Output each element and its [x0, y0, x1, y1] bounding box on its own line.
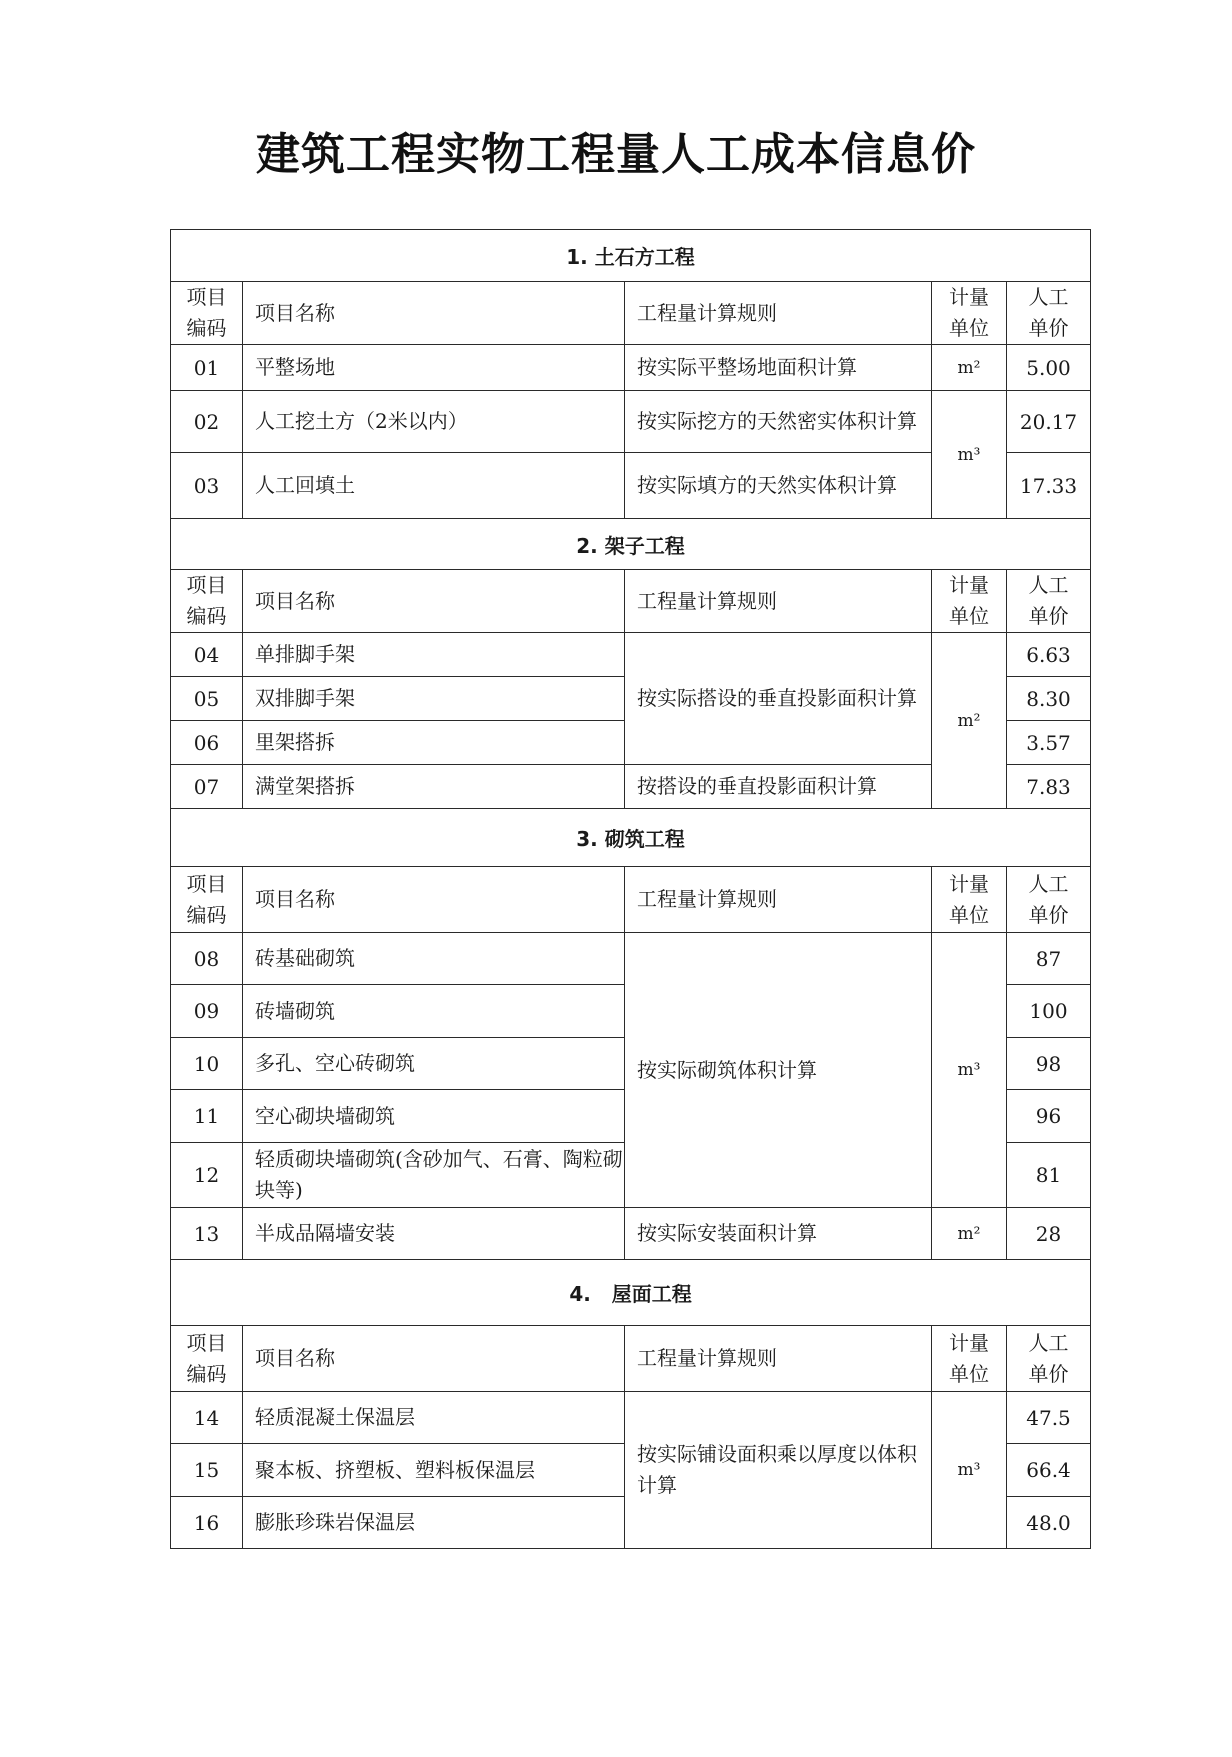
section-title-row: [171, 230, 1091, 282]
header-row: [171, 282, 1091, 345]
item-name: 聚本板、挤塑板、塑料板保温层: [243, 1444, 625, 1497]
item-price: 96: [1007, 1090, 1091, 1143]
header-rule: 工程量计算规则: [625, 867, 932, 933]
item-code: 11: [171, 1090, 243, 1143]
item-unit: m²: [932, 633, 1007, 809]
section-title-row: [171, 1260, 1091, 1326]
item-price: 8.30: [1007, 677, 1091, 721]
item-code: 05: [171, 677, 243, 721]
item-name: 多孔、空心砖砌筑: [243, 1038, 625, 1090]
item-name: 空心砌块墙砌筑: [243, 1090, 625, 1143]
item-name: 里架搭拆: [243, 721, 625, 765]
header-row: [171, 570, 1091, 633]
item-code: 16: [171, 1497, 243, 1549]
item-code: 08: [171, 933, 243, 985]
header-unit: 计量 单位: [932, 867, 1007, 933]
item-code: 12: [171, 1143, 243, 1208]
header-name: 项目名称: [243, 570, 625, 633]
item-name: 半成品隔墙安装: [243, 1208, 625, 1260]
item-code: 15: [171, 1444, 243, 1497]
item-price: 3.57: [1007, 721, 1091, 765]
header-rule: 工程量计算规则: [625, 1326, 932, 1392]
header-code: 项目 编码: [171, 867, 243, 933]
item-unit: m²: [932, 345, 1007, 391]
item-price: 81: [1007, 1143, 1091, 1208]
section-title-row: [171, 519, 1091, 570]
item-price: 87: [1007, 933, 1091, 985]
item-name: 轻质混凝土保温层: [243, 1392, 625, 1444]
section-title: 3. 砌筑工程: [171, 809, 1091, 867]
header-price: 人工 单价: [1007, 867, 1091, 933]
item-code: 03: [171, 453, 243, 519]
item-code: 04: [171, 633, 243, 677]
header-row: [171, 867, 1091, 933]
item-price: 6.63: [1007, 633, 1091, 677]
item-code: 09: [171, 985, 243, 1038]
item-rule: 按搭设的垂直投影面积计算: [625, 765, 932, 809]
header-unit: 计量 单位: [932, 1326, 1007, 1392]
item-name: 单排脚手架: [243, 633, 625, 677]
item-name: 双排脚手架: [243, 677, 625, 721]
header-name: 项目名称: [243, 867, 625, 933]
item-unit: m³: [932, 1392, 1007, 1549]
item-name: 轻质砌块墙砌筑(含砂加气、石膏、陶粒砌块等): [243, 1143, 625, 1208]
header-name: 项目名称: [243, 1326, 625, 1392]
item-code: 01: [171, 345, 243, 391]
item-code: 14: [171, 1392, 243, 1444]
item-rule: 按实际砌筑体积计算: [625, 933, 932, 1208]
item-rule: 按实际搭设的垂直投影面积计算: [625, 633, 932, 765]
item-code: 02: [171, 391, 243, 453]
header-unit: 计量 单位: [932, 570, 1007, 633]
item-unit: m²: [932, 1208, 1007, 1260]
section-title: 2. 架子工程: [171, 519, 1091, 570]
item-price: 98: [1007, 1038, 1091, 1090]
header-unit: 计量 单位: [932, 282, 1007, 345]
item-price: 7.83: [1007, 765, 1091, 809]
item-price: 100: [1007, 985, 1091, 1038]
item-price: 28: [1007, 1208, 1091, 1260]
item-price: 47.5: [1007, 1392, 1091, 1444]
item-rule: 按实际填方的天然实体积计算: [625, 453, 932, 519]
item-rule: 按实际安装面积计算: [625, 1208, 932, 1260]
item-price: 17.33: [1007, 453, 1091, 519]
item-price: 48.0: [1007, 1497, 1091, 1549]
header-rule: 工程量计算规则: [625, 570, 932, 633]
header-name: 项目名称: [243, 282, 625, 345]
item-rule: 按实际平整场地面积计算: [625, 345, 932, 391]
item-name: 砖基础砌筑: [243, 933, 625, 985]
item-code: 07: [171, 765, 243, 809]
section-title: 1. 土石方工程: [171, 230, 1091, 282]
header-row: [171, 1326, 1091, 1392]
item-unit: m³: [932, 933, 1007, 1208]
header-price: 人工 单价: [1007, 282, 1091, 345]
item-name: 砖墙砌筑: [243, 985, 625, 1038]
table-row: [171, 1208, 1091, 1260]
table-row: [171, 345, 1091, 391]
item-name: 平整场地: [243, 345, 625, 391]
item-name: 人工回填土: [243, 453, 625, 519]
table-row: [171, 391, 1091, 453]
item-name: 膨胀珍珠岩保温层: [243, 1497, 625, 1549]
section-title: 4. 屋面工程: [171, 1260, 1091, 1326]
header-code: 项目 编码: [171, 570, 243, 633]
table-row: [171, 633, 1091, 677]
price-table: [170, 229, 1091, 1549]
header-code: 项目 编码: [171, 282, 243, 345]
document-title: 建筑工程实物工程量人工成本信息价: [256, 129, 976, 180]
item-price: 20.17: [1007, 391, 1091, 453]
table-row: [171, 933, 1091, 985]
item-rule: 按实际挖方的天然密实体积计算: [625, 391, 932, 453]
item-name: 满堂架搭拆: [243, 765, 625, 809]
item-code: 06: [171, 721, 243, 765]
header-rule: 工程量计算规则: [625, 282, 932, 345]
header-price: 人工 单价: [1007, 570, 1091, 633]
header-code: 项目 编码: [171, 1326, 243, 1392]
item-rule: 按实际铺设面积乘以厚度以体积计算: [625, 1392, 932, 1549]
header-price: 人工 单价: [1007, 1326, 1091, 1392]
item-price: 66.4: [1007, 1444, 1091, 1497]
item-code: 13: [171, 1208, 243, 1260]
table-row: [171, 1392, 1091, 1444]
item-name: 人工挖土方（2米以内）: [243, 391, 625, 453]
section-title-row: [171, 809, 1091, 867]
item-price: 5.00: [1007, 345, 1091, 391]
item-unit: m³: [932, 391, 1007, 519]
item-code: 10: [171, 1038, 243, 1090]
